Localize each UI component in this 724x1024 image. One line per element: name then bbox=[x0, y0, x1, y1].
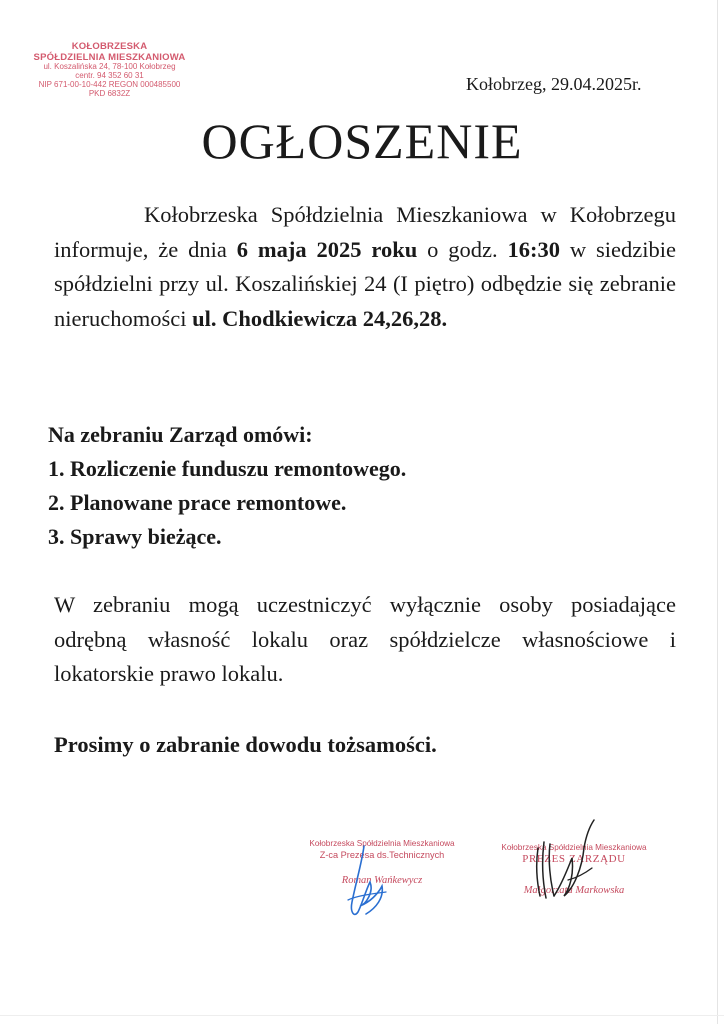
agenda-item: 3. Sprawy bieżące. bbox=[48, 524, 222, 549]
text-segment: w siedzibie spółdzielni przy ul. Koszalińskiej 24 (I piętro) odbędzie się zebranie nieruchomości bbox=[54, 236, 677, 331]
page-edge-bottom bbox=[0, 1015, 724, 1016]
agenda-heading: Na zebraniu Zarząd omówi: bbox=[48, 422, 313, 447]
signature-name: Małgorzata Markowska bbox=[523, 885, 625, 896]
agenda bbox=[48, 418, 688, 554]
stamp-line: SPÓŁDZIELNIA MIESZKANIOWA bbox=[33, 51, 186, 63]
eligibility-paragraph: W zebraniu mogą uczestniczyć wyłącznie osoby posiadające odrębną własność lokalu oraz spółdzielcze własnościowe i lokatorskie prawo lokalu. bbox=[54, 592, 676, 686]
closing-note: Prosimy o zabranie dowodu tożsamości. bbox=[54, 732, 437, 757]
meeting-time: 16:30 bbox=[507, 236, 561, 262]
signature-name: Roman Wańkewycz bbox=[341, 875, 423, 886]
meeting-date: 6 maja 2025 roku bbox=[236, 236, 418, 262]
company-stamp bbox=[22, 42, 197, 99]
signature-stamp-president bbox=[500, 842, 648, 896]
signature-org: Kołobrzeska Spółdzielnia Mieszkaniowa bbox=[501, 843, 647, 852]
meeting-address: ul. Chodkiewicza 24,26,28. bbox=[192, 305, 448, 331]
page-title: OGŁOSZENIE bbox=[201, 113, 523, 169]
stamp-line: centr. 94 352 60 31 bbox=[75, 71, 144, 81]
document-date: Kołobrzeg, 29.04.2025r. bbox=[466, 74, 642, 94]
text-segment: o godz. bbox=[417, 236, 508, 262]
signature-role: Z-ca Prezesa ds.Technicznych bbox=[319, 850, 445, 860]
stamp-line: NIP 671-00-10-442 REGON 000485500 bbox=[38, 80, 181, 90]
signature-role: PREZES ZARZĄDU bbox=[522, 853, 626, 865]
text-segment: Kołobrzeska Spółdzielnia Mieszkaniowa w Kołobrzegu informuje, że dnia bbox=[54, 202, 676, 262]
stamp-line: ul. Koszalińska 24, 78-100 Kołobrzeg bbox=[43, 62, 176, 72]
agenda-item: 1. Rozliczenie funduszu remontowego. bbox=[48, 456, 407, 481]
stamp-line: KOŁOBRZESKA bbox=[71, 41, 148, 52]
signature-stamp-vice-president bbox=[308, 838, 456, 886]
agenda-item: 2. Planowane prace remontowe. bbox=[48, 490, 347, 515]
stamp-line: PKD 6832Z bbox=[88, 89, 131, 99]
signature-org: Kołobrzeska Spółdzielnia Mieszkaniowa bbox=[309, 839, 455, 848]
announcement-paragraph bbox=[54, 198, 676, 336]
